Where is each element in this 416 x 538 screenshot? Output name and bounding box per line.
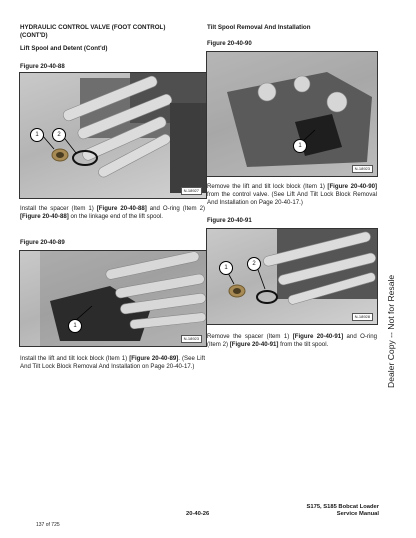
figure-reference: [Figure 20-40-89]: [129, 355, 179, 362]
figure-label-89: Figure 20-40-89: [20, 239, 65, 246]
valve-photo-graphic: [207, 229, 377, 324]
figure-photo-89: [19, 250, 207, 347]
figure-reference: [Figure 20-40-88]: [20, 213, 69, 220]
figure-label-90: Figure 20-40-90: [207, 40, 252, 47]
dealer-copy-side-text: Dealer Copy -- Not for Resale: [386, 274, 396, 388]
callout-1: 1: [30, 128, 44, 142]
callout-2: 2: [247, 257, 261, 271]
footer-model: S175, S185 Bobcat Loader: [306, 504, 379, 510]
figure-label-88: Figure 20-40-88: [20, 63, 65, 70]
figure-photo-88: [19, 72, 207, 199]
photo-id: N-18928: [352, 313, 373, 321]
section-heading-line2: (CONT'D): [20, 32, 48, 39]
valve-photo-graphic: [20, 73, 206, 198]
valve-photo-graphic: [207, 52, 377, 176]
instruction-text-89: Install the lift and tilt lock block (Item 1) [Figure 20-40-89]. (See Lift And Tilt Lock Block Removal And Installation on Page 20-40-17.): [20, 355, 206, 370]
callout-1: 1: [68, 319, 82, 333]
photo-id: N-18927: [181, 187, 202, 195]
figure-reference: [Figure 20-40-90]: [327, 183, 377, 190]
instruction-text-88: Install the spacer (Item 1) [Figure 20-40-88] and O-ring (Item 2) [Figure 20-40-88] on the linkage end of the lift spool.: [20, 205, 205, 220]
callout-2: 2: [52, 128, 66, 142]
figure-label-91: Figure 20-40-91: [207, 217, 252, 224]
callout-1: 1: [293, 139, 307, 153]
photo-id: N-18923: [181, 335, 202, 343]
photo-id: N-18923: [352, 165, 373, 173]
figure-photo-90: [206, 51, 378, 177]
figure-photo-91: [206, 228, 378, 325]
valve-photo-graphic: [20, 251, 206, 346]
figure-reference: [Figure 20-40-91]: [229, 341, 279, 348]
subheading: Lift Spool and Detent (Cont'd): [20, 45, 108, 52]
footer-title: [275, 504, 379, 518]
callout-1: 1: [219, 261, 233, 275]
page-number: 20-40-26: [186, 511, 210, 517]
footer-manual: Service Manual: [336, 511, 379, 517]
figure-reference: [Figure 20-40-88]: [96, 205, 147, 212]
page-count: 137 of 725: [36, 522, 60, 528]
section-heading-right: Tilt Spool Removal And Installation: [207, 24, 311, 31]
section-heading-line1: HYDRAULIC CONTROL VALVE (FOOT CONTROL): [20, 24, 166, 31]
instruction-text-91: Remove the spacer (Item 1) [Figure 20-40-91] and O-ring (Item 2) [Figure 20-40-91] from the tilt spool.: [207, 333, 378, 348]
figure-reference: [Figure 20-40-91]: [292, 333, 344, 340]
section-heading: [20, 24, 205, 40]
instruction-text-90: Remove the lift and tilt lock block (Item 1) [Figure 20-40-90] from the control valve. (See Lift And Tilt Lock Block Removal And Installation on Page 20-40-17.): [207, 183, 377, 206]
